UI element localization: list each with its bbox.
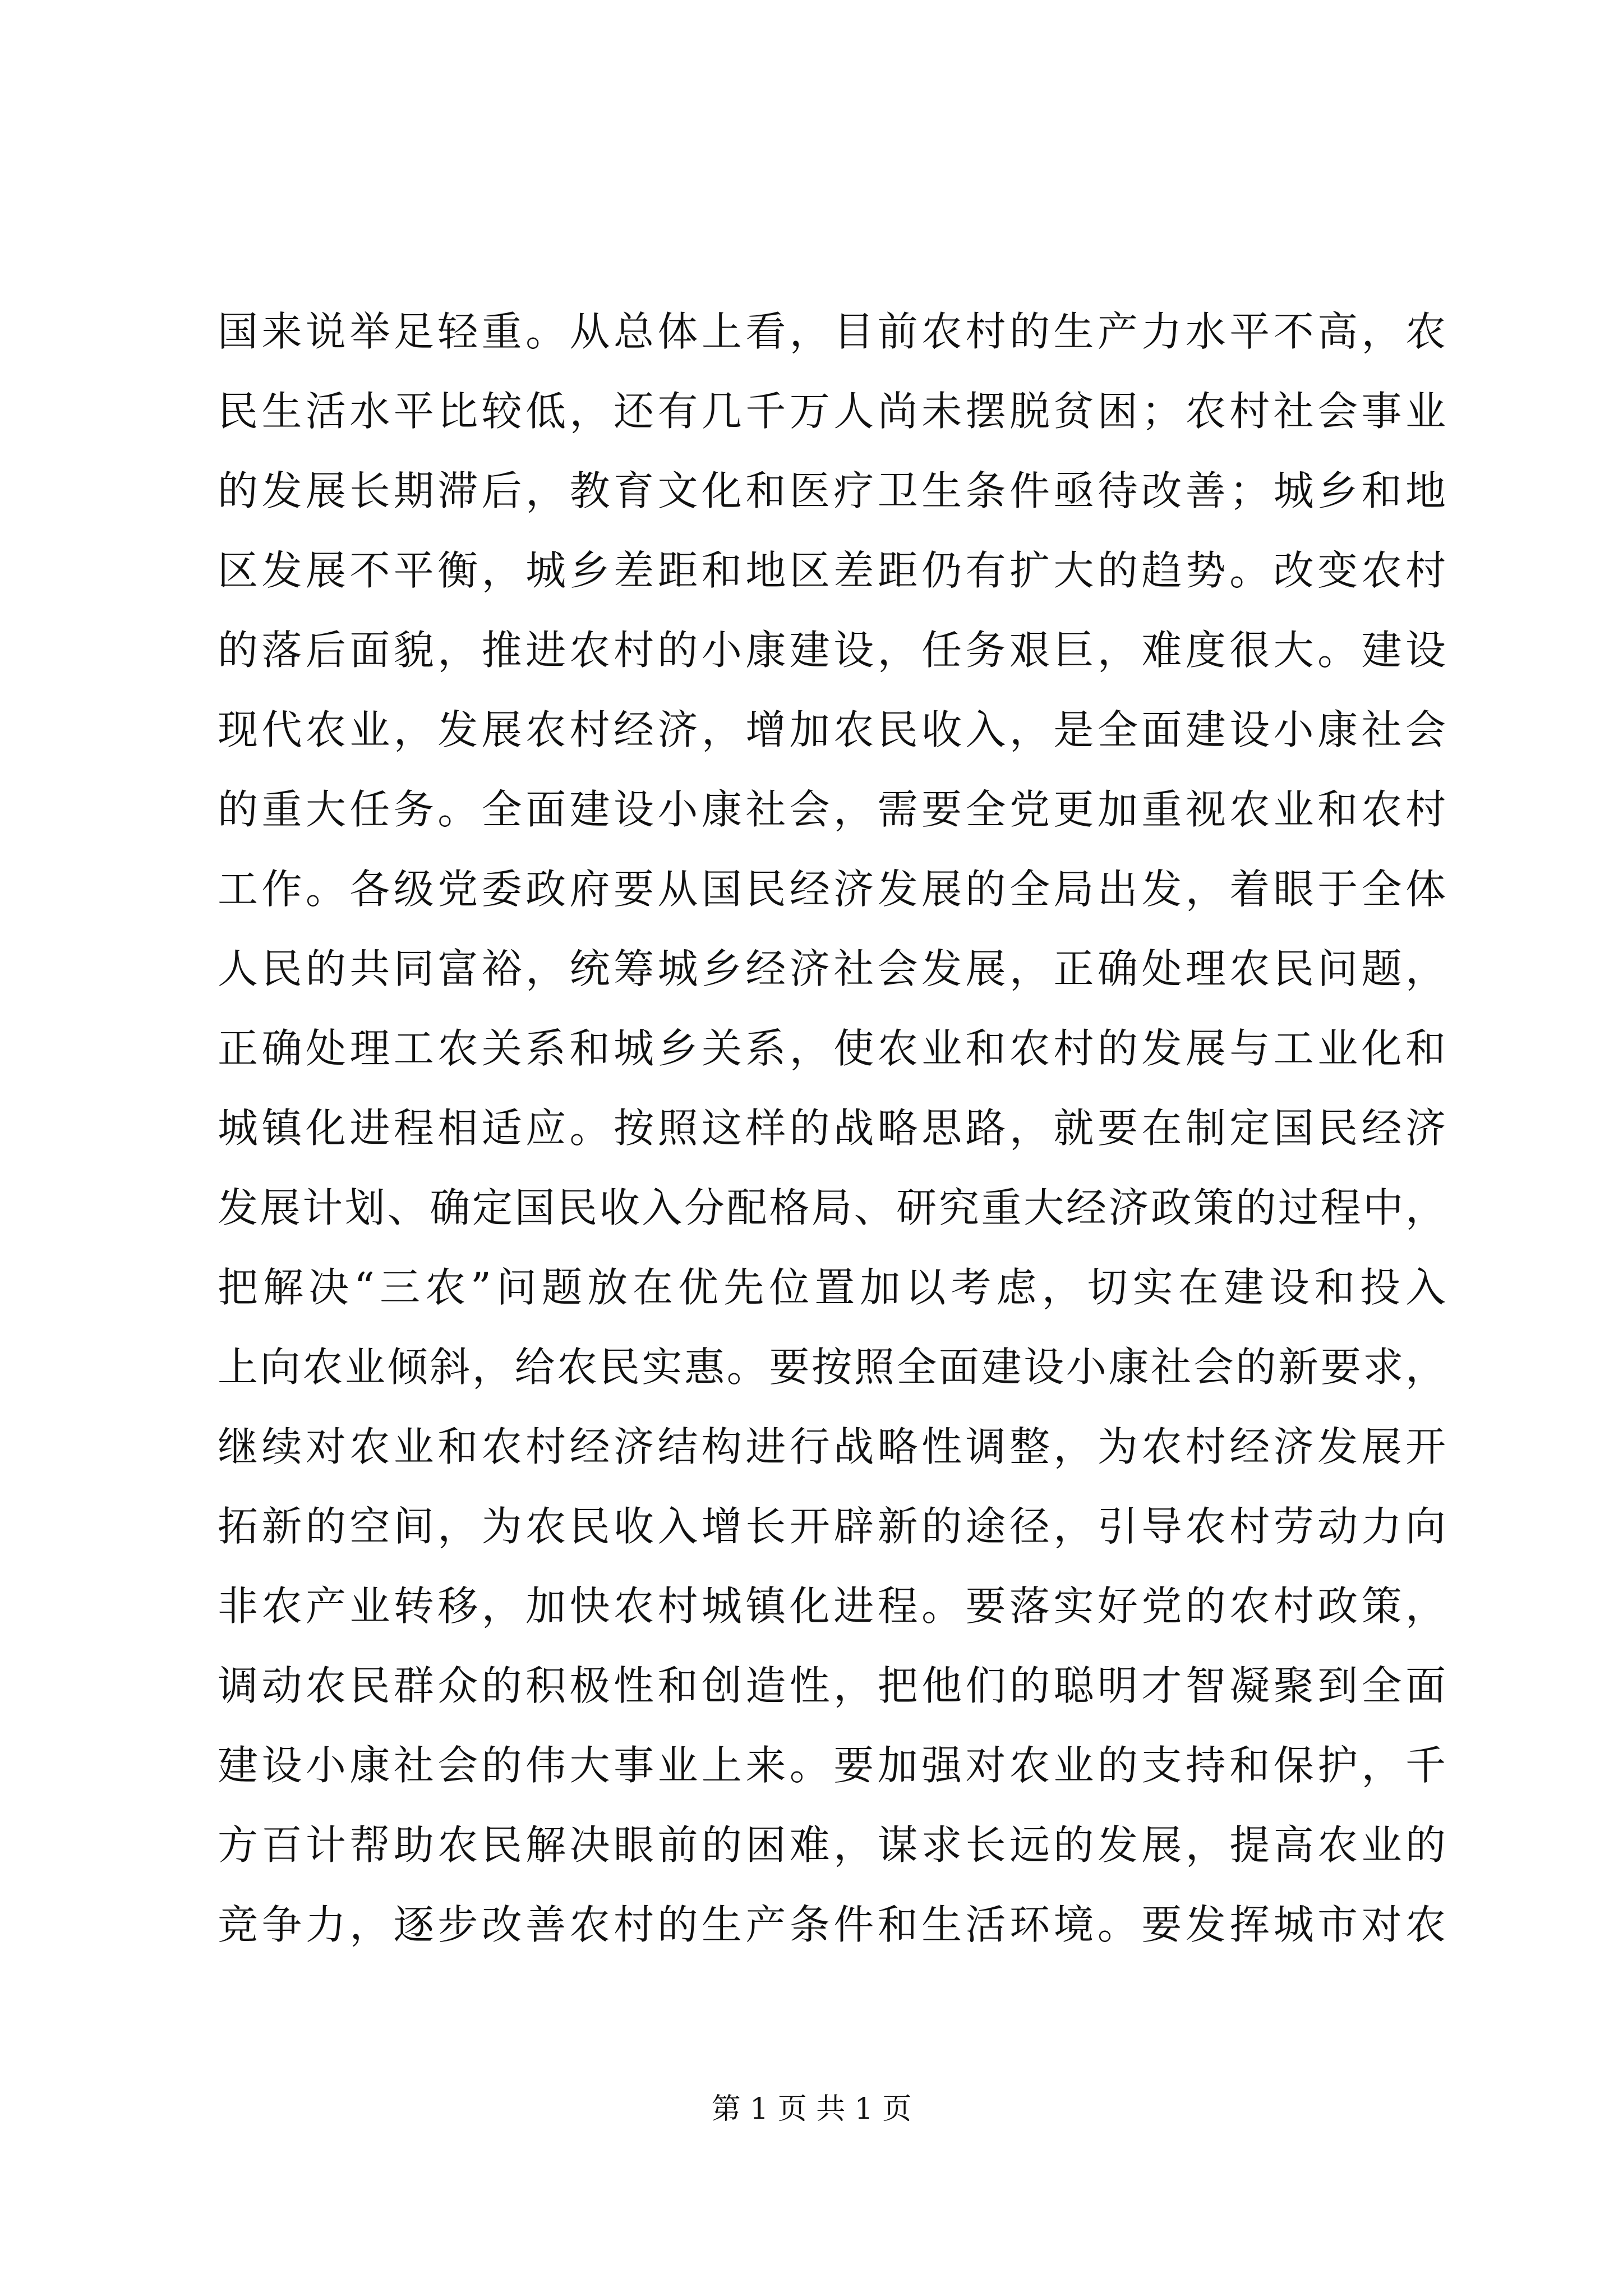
- text-line: 上向农业倾斜，给农民实惠。要按照全面建设小康社会的新要求，: [218, 1343, 1446, 1391]
- text-line: 正确处理工农关系和城乡关系，使农业和农村的发展与工业化和: [218, 1025, 1446, 1072]
- text-line: 调动农民群众的积极性和创造性，把他们的聪明才智凝聚到全面: [218, 1662, 1446, 1709]
- text-line: 竞争力，逐步改善农村的生产条件和生活环境。要发挥城市对农: [218, 1901, 1446, 1948]
- text-line: 非农产业转移，加快农村城镇化进程。要落实好党的农村政策，: [218, 1582, 1446, 1630]
- text-line: 工作。各级党委政府要从国民经济发展的全局出发，着眼于全体: [218, 866, 1446, 913]
- text-line: 区发展不平衡，城乡差距和地区差距仍有扩大的趋势。改变农村: [218, 547, 1446, 594]
- text-line: 民生活水平比较低，还有几千万人尚未摆脱贫困；农村社会事业: [218, 388, 1446, 435]
- text-line: 继续对农业和农村经济结构进行战略性调整，为农村经济发展开: [218, 1423, 1446, 1470]
- page-number: 第 1 页 共 1 页: [711, 2092, 912, 2126]
- page-footer: [0, 2090, 1623, 2129]
- text-line: 建设小康社会的伟大事业上来。要加强对农业的支持和保护，千: [218, 1742, 1446, 1789]
- text-line: 人民的共同富裕，统筹城乡经济社会发展，正确处理农民问题，: [218, 945, 1446, 992]
- text-line: 拓新的空间，为农民收入增长开辟新的途径，引导农村劳动力向: [218, 1503, 1446, 1550]
- text-line: 方百计帮助农民解决眼前的困难，谋求长远的发展，提高农业的: [218, 1821, 1446, 1869]
- text-line: 的发展长期滞后，教育文化和医疗卫生条件亟待改善；城乡和地: [218, 467, 1446, 514]
- text-line: 的落后面貌，推进农村的小康建设，任务艰巨，难度很大。建设: [218, 627, 1446, 674]
- text-line: 发展计划、确定国民收入分配格局、研究重大经济政策的过程中，: [218, 1184, 1446, 1231]
- text-line: 把解决“三农”问题放在优先位置加以考虑，切实在建设和投入: [218, 1264, 1446, 1311]
- text-line: 国来说举足轻重。从总体上看，目前农村的生产力水平不高，农: [218, 308, 1446, 355]
- text-line: 城镇化进程相适应。按照这样的战略思路，就要在制定国民经济: [218, 1105, 1446, 1152]
- body-text: [218, 292, 1446, 1964]
- text-line: 现代农业，发展农村经济，增加农民收入，是全面建设小康社会: [218, 706, 1446, 753]
- text-line: 的重大任务。全面建设小康社会，需要全党更加重视农业和农村: [218, 786, 1446, 833]
